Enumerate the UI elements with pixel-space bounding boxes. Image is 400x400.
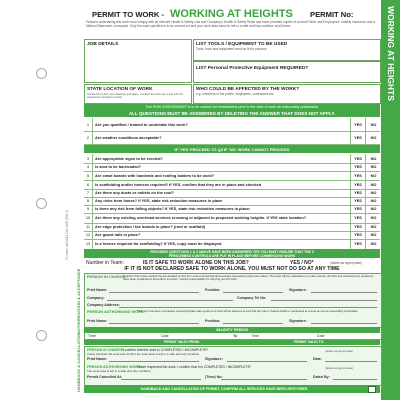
question-number: 11	[84, 223, 93, 231]
no-option[interactable]: NO	[365, 131, 381, 144]
authorising-2-delete: (delete as appropriate)	[325, 365, 354, 370]
print-no-label: (Time) No:	[205, 375, 223, 379]
authorising-2-title: PERSON AUTHORISING WORK:	[87, 365, 142, 369]
validity-to: To	[233, 334, 238, 338]
title-prefix: PERMIT TO WORK -	[92, 10, 164, 19]
yes-option[interactable]: YES	[350, 231, 365, 239]
yes-option[interactable]: YES	[350, 163, 365, 171]
risk-banner-line1: This RISK ASSESSMENT is to be carried out immediately prior to the start of work as reasonably practicable.	[145, 105, 319, 109]
yes-option[interactable]: YES	[350, 171, 365, 180]
provided-line2: PRESCRIBED CONTROLS ARE PUT IN PLACE BEFORE COMMENCING WORK	[168, 253, 296, 258]
provided-line1: PROVIDED QUESTIONS 1 & 2 ABOVE HAVE BEEN ANSWERED YES YOU MUST ENSURE THAT THE 3	[150, 249, 314, 254]
question-row	[84, 118, 380, 132]
affected-sub: e.g. members of the public, employees, contractors etc.	[196, 92, 275, 96]
yes-option[interactable]: YES	[350, 154, 365, 163]
authorising-signature: Signature:	[289, 319, 307, 323]
order-code: To order call 0113 244 4202 (Ref 1)	[65, 210, 69, 260]
safe-alone-delete: (delete as appropriate)	[330, 261, 363, 265]
line	[333, 379, 377, 380]
question-row	[84, 131, 380, 145]
question-number: 10	[84, 213, 93, 223]
line	[271, 300, 377, 301]
no-option[interactable]: NO	[365, 197, 381, 205]
yes-option[interactable]: YES	[350, 131, 365, 144]
permit-cancelled-label: Permit Cancelled At:	[87, 375, 123, 379]
line	[109, 323, 199, 324]
question-number: 8	[84, 197, 93, 205]
work-alone-warning: IF IT IS NOT DECLARED SAFE TO WORK ALONE, YOU MUST NOT DO SO AT ANY TIME	[124, 266, 340, 272]
validity-title: VALIDITY PERIOD	[215, 327, 249, 332]
tools-box	[193, 39, 381, 61]
line	[311, 292, 377, 293]
no-option[interactable]: NO	[365, 163, 381, 171]
if-yes-text: IF 'YES' PROCEED TO Q3 IF 'NO' WORK CANNOT PROCEED	[174, 146, 290, 152]
handback-text: HANDBACK AND CANCELLATION OF PERMIT, CONFIRM ALL SERVICES HAVE BEEN RESTORED	[140, 386, 308, 391]
line	[107, 300, 233, 301]
question-text: Are appropriate signs to be erected?	[95, 156, 163, 161]
question-number: 6	[84, 180, 93, 189]
question-text: Are there any existing overhead services crossing or adjacent to proposed working heights. If YES state location?	[95, 215, 307, 220]
question-number: 13	[84, 239, 93, 249]
risk-banner	[84, 104, 380, 117]
line	[109, 361, 199, 362]
yes-option[interactable]: YES	[350, 223, 365, 231]
punch-hole	[36, 198, 47, 209]
no-option[interactable]: NO	[365, 118, 381, 131]
question-number: 7	[84, 189, 93, 197]
title-main: WORKING AT HEIGHTS	[170, 8, 293, 20]
authorising-print-name: Print Name:	[87, 319, 108, 323]
in-charge-text: I confirm that I have verified the job detailed on this form and ensured that all necessary precautions have been taken. The work will be undertaken in a safe manner. All risks and precautionary measures have been explained to all workers involved. I accept responsibility for carrying out this work.	[123, 274, 374, 282]
in-charge-2-text2: I have checked the work and confirm the work area is left in a safe and tidy condition.	[87, 352, 200, 356]
validity-row	[84, 333, 382, 340]
authorising-text: This form has been completed, and appropriate safe systems of work will be adhered to and that any risk or hazard shall be maintained at a level as low as reasonably practicable.	[137, 309, 359, 313]
no-option[interactable]: NO	[365, 239, 381, 249]
handback-banner	[84, 385, 380, 393]
authorisation-box	[84, 273, 382, 328]
validity-time-2: Time	[251, 334, 259, 338]
valid-to-label: PERMIT VALID TO:	[294, 340, 325, 345]
in-charge-print-name: Print Name:	[87, 288, 108, 292]
authorising-2-text: I have inspected the work. I confirm that it is COMPLETED / INCOMPLETE*	[137, 365, 252, 369]
in-charge-2-text: I confirm that the work is COMPLETED / INCOMPLETE*	[123, 348, 208, 352]
safe-alone-question: IS IT SAFE TO WORK ALONE ON THIS JOB?	[143, 260, 249, 266]
punch-hole	[36, 68, 47, 79]
affected-box	[193, 84, 381, 104]
no-option[interactable]: NO	[365, 223, 381, 231]
question-number: 12	[84, 231, 93, 239]
job-details-label: JOB DETAILS	[87, 42, 119, 47]
yes-option[interactable]: YES	[350, 205, 365, 213]
question-text: Are crawl boards with handrails and roofing ladders to be used?	[95, 173, 215, 178]
question-text: Are you qualified / trained to undertake this work?	[95, 122, 188, 127]
question-text: Is a license required for scaffolding? If YES, copy must be displayed.	[95, 241, 223, 246]
tools-sub: Tools, tools and equipment must be fit for purpose	[196, 47, 267, 51]
question-text: Are guard rails in place?	[95, 232, 141, 237]
line	[223, 292, 283, 293]
question-text: Any risks from fumes? If YES, state risk reduction measures in place	[95, 198, 223, 203]
line	[325, 361, 377, 362]
ppe-label: LIST Personal Protective Equipment REQUIRED?	[196, 66, 309, 71]
question-text: Is scaffolding and/or harness required? If YES, confirm that they are in place and checked	[95, 182, 262, 187]
location-sub: Include floor plans, site drawings and plans. Conduct the work (as in line with the assessment questions below)	[87, 93, 184, 100]
in-charge-position: Position:	[205, 288, 221, 292]
handback-box	[84, 346, 382, 386]
no-option[interactable]: NO	[365, 180, 381, 189]
company-label: Company:	[87, 296, 105, 300]
side-banner	[381, 0, 400, 400]
no-option[interactable]: NO	[365, 189, 381, 197]
yes-option[interactable]: YES	[350, 189, 365, 197]
job-details-box	[84, 39, 192, 83]
line	[121, 379, 201, 380]
in-charge-2-signature: Signature:	[205, 357, 223, 361]
authorising-position: Position:	[205, 319, 221, 323]
tools-label: LIST TOOLS / EQUIPMENT TO BE USED	[196, 42, 288, 47]
line	[311, 323, 377, 324]
no-option[interactable]: NO	[365, 213, 381, 223]
authorising-title: PERSON AUTHORISING WORK:	[87, 310, 145, 314]
no-option[interactable]: NO	[365, 154, 381, 163]
question-text: Are there any ducts or outlets on the roof?	[95, 190, 174, 195]
company-tel-label: Company Tel No:	[237, 296, 267, 300]
no-option[interactable]: NO	[365, 171, 381, 180]
number-in-team-label: Number in Team:	[86, 260, 124, 266]
question-text: Are edge protection / toe boards in place? (roof or scaffold)	[95, 224, 206, 229]
in-charge-2-delete: (delete as appropriate)	[325, 348, 354, 353]
company-address-label: Company Address:	[87, 303, 120, 307]
side-label-handback: HANDBACK & CANCELLATION	[76, 332, 81, 392]
question-number: 1	[84, 118, 93, 131]
validity-date-1: Date	[161, 334, 169, 338]
ppe-box	[193, 61, 381, 83]
valid-from-banner	[84, 340, 380, 345]
in-charge-signature: Signature:	[289, 288, 307, 292]
line	[223, 323, 283, 324]
in-charge-2-date: Date:	[313, 357, 322, 361]
if-yes-banner	[84, 145, 380, 153]
question-text: Are weather conditions acceptable?	[95, 135, 162, 140]
question-text: Is there any risk from falling objects? If YES, state risk reduction measures in place:	[95, 206, 251, 211]
question-number: 4	[84, 163, 93, 171]
yes-option[interactable]: YES	[350, 197, 365, 205]
provided-banner	[84, 249, 380, 258]
line	[221, 379, 307, 380]
location-label: STATE LOCATION OF WORK	[87, 87, 153, 92]
validity-time-1: Time	[88, 334, 96, 338]
in-charge-2-title: PERSON IN CHARGE:	[87, 348, 125, 352]
validity-date-2: Date	[317, 334, 325, 338]
line	[227, 361, 307, 362]
side-label-auth: AUTHORISATION & ACCEPTANCE	[76, 268, 81, 334]
question-number: 5	[84, 171, 93, 180]
punch-hole	[36, 330, 47, 341]
affected-label: WHO COULD BE AFFECTED BY THE WORK?	[196, 87, 300, 92]
risk-banner-line2: ALL QUESTIONS MUST BE ANSWERED BY DELETING THE ANSWER THAT DOES NOT APPLY.	[128, 110, 336, 116]
question-text: Is area to be barricaded?	[95, 164, 142, 169]
side-banner-text: WORKING AT HEIGHTS	[386, 6, 396, 101]
question-number: 3	[84, 154, 93, 163]
valid-from-label: PERMIT VALID FROM:	[164, 340, 200, 345]
handback-checkbox[interactable]	[368, 386, 376, 393]
line	[119, 307, 377, 308]
no-option[interactable]: NO	[365, 205, 381, 213]
line	[109, 292, 199, 293]
yes-option[interactable]: YES	[350, 239, 365, 249]
dated-by-label: Dated By:	[313, 375, 330, 379]
authorising-2-text2: The work area is left in a safe and tidy condition.	[87, 369, 152, 373]
yes-option[interactable]: YES	[350, 213, 365, 223]
safe-alone-yes-no: YES / NO*	[290, 260, 314, 266]
yes-option[interactable]: YES	[350, 118, 365, 131]
permit-number-label: PERMIT No:	[310, 10, 354, 19]
question-number: 2	[84, 131, 93, 144]
location-box	[84, 84, 192, 104]
in-charge-title: PERSON IN CHARGE:	[87, 275, 127, 279]
no-option[interactable]: NO	[365, 231, 381, 239]
intro-text: Persons undertaking this work must comply with all relevant Health & Safety Law and Company's Health & Safety Rules and have provided copies of current Public and Employees' Liability Insurance and a Method Statement on request. Only the work specified is to be carried out and your work area must be left in a safe and tidy condition at all times.	[86, 20, 375, 28]
yes-option[interactable]: YES	[350, 180, 365, 189]
in-charge-2-print-name: Print Name:	[87, 357, 108, 361]
question-number: 9	[84, 205, 93, 213]
